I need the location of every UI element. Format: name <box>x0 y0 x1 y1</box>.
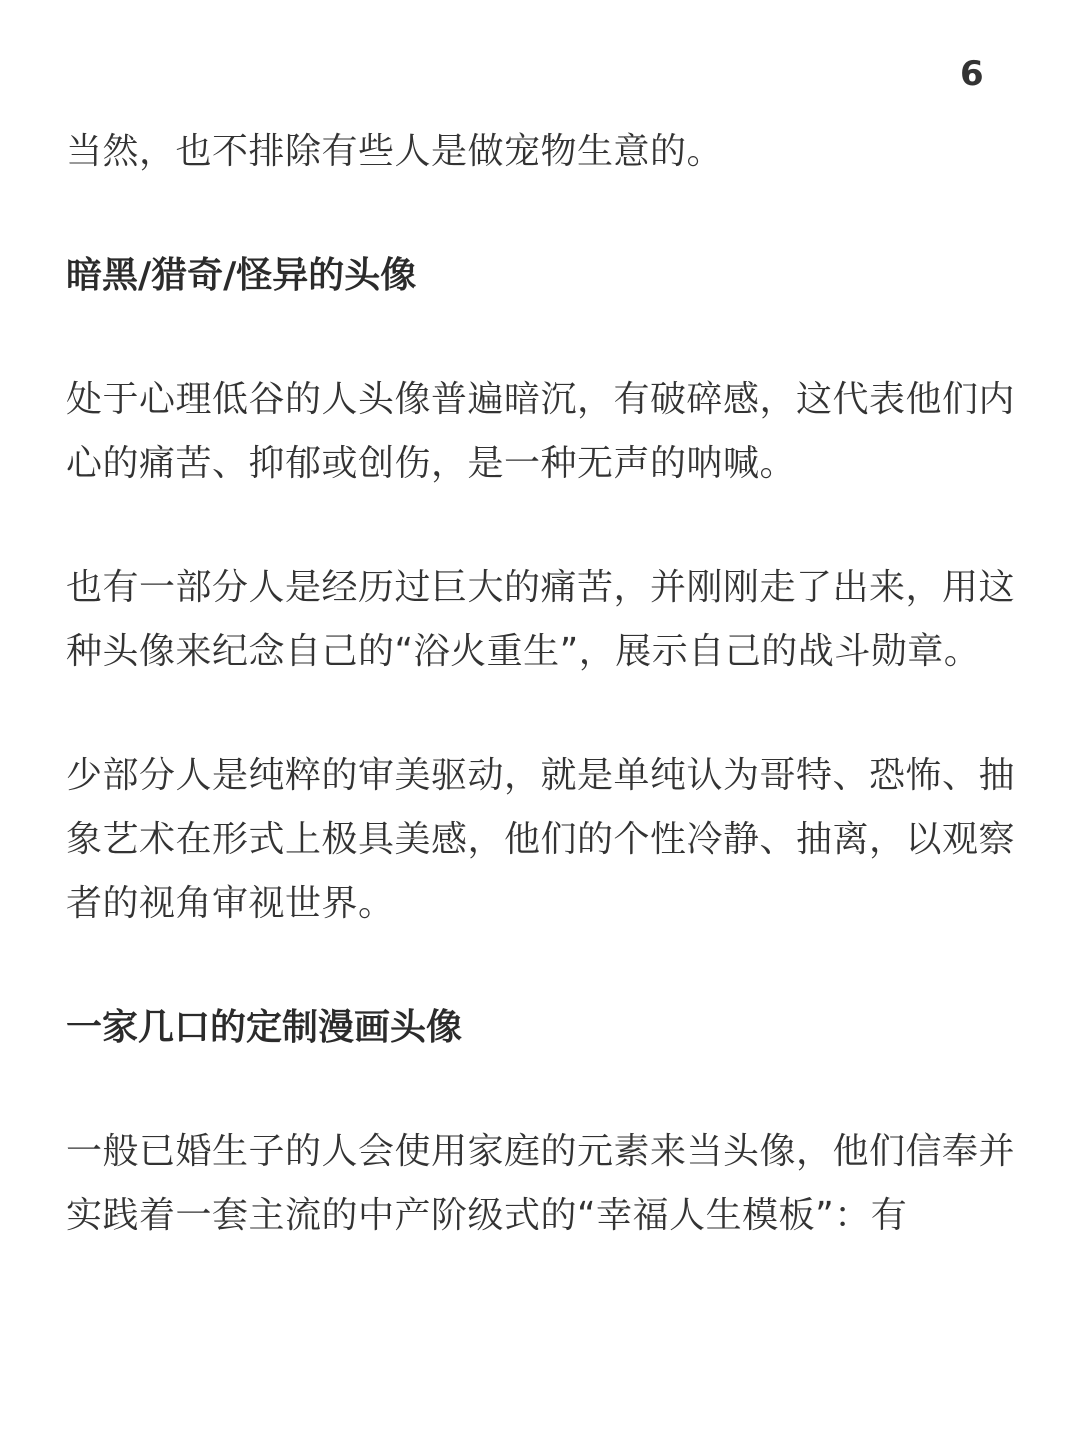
heading-dark-avatars: 暗黑/猎奇/怪异的头像 <box>66 255 417 296</box>
page-number: 6 <box>960 54 984 94</box>
paragraph-psychological-low: 处于心理低谷的人头像普遍暗沉，有破碎感，这代表他们内心的痛苦、抑郁或创伤，是一种无声的呐喊。 <box>66 379 1016 484</box>
paragraph-married-family: 一般已婚生子的人会使用家庭的元素来当头像，他们信奉并实践着一套主流的中产阶级式的“幸福人生模板”：有 <box>66 1131 1016 1236</box>
article-body <box>66 120 1026 1248</box>
paragraph-aesthetic: 少部分人是纯粹的审美驱动，就是单纯认为哥特、恐怖、抽象艺术在形式上极具美感，他们的个性冷静、抽离，以观察者的视角审视世界。 <box>66 755 1016 924</box>
paragraph-pet-business: 当然，也不排除有些人是做宠物生意的。 <box>66 131 724 172</box>
heading-family-comic-avatars: 一家几口的定制漫画头像 <box>66 1007 463 1048</box>
paragraph-rebirth: 也有一部分人是经历过巨大的痛苦，并刚刚走了出来，用这种头像来纪念自己的“浴火重生”，展示自己的战斗勋章。 <box>66 567 1016 672</box>
